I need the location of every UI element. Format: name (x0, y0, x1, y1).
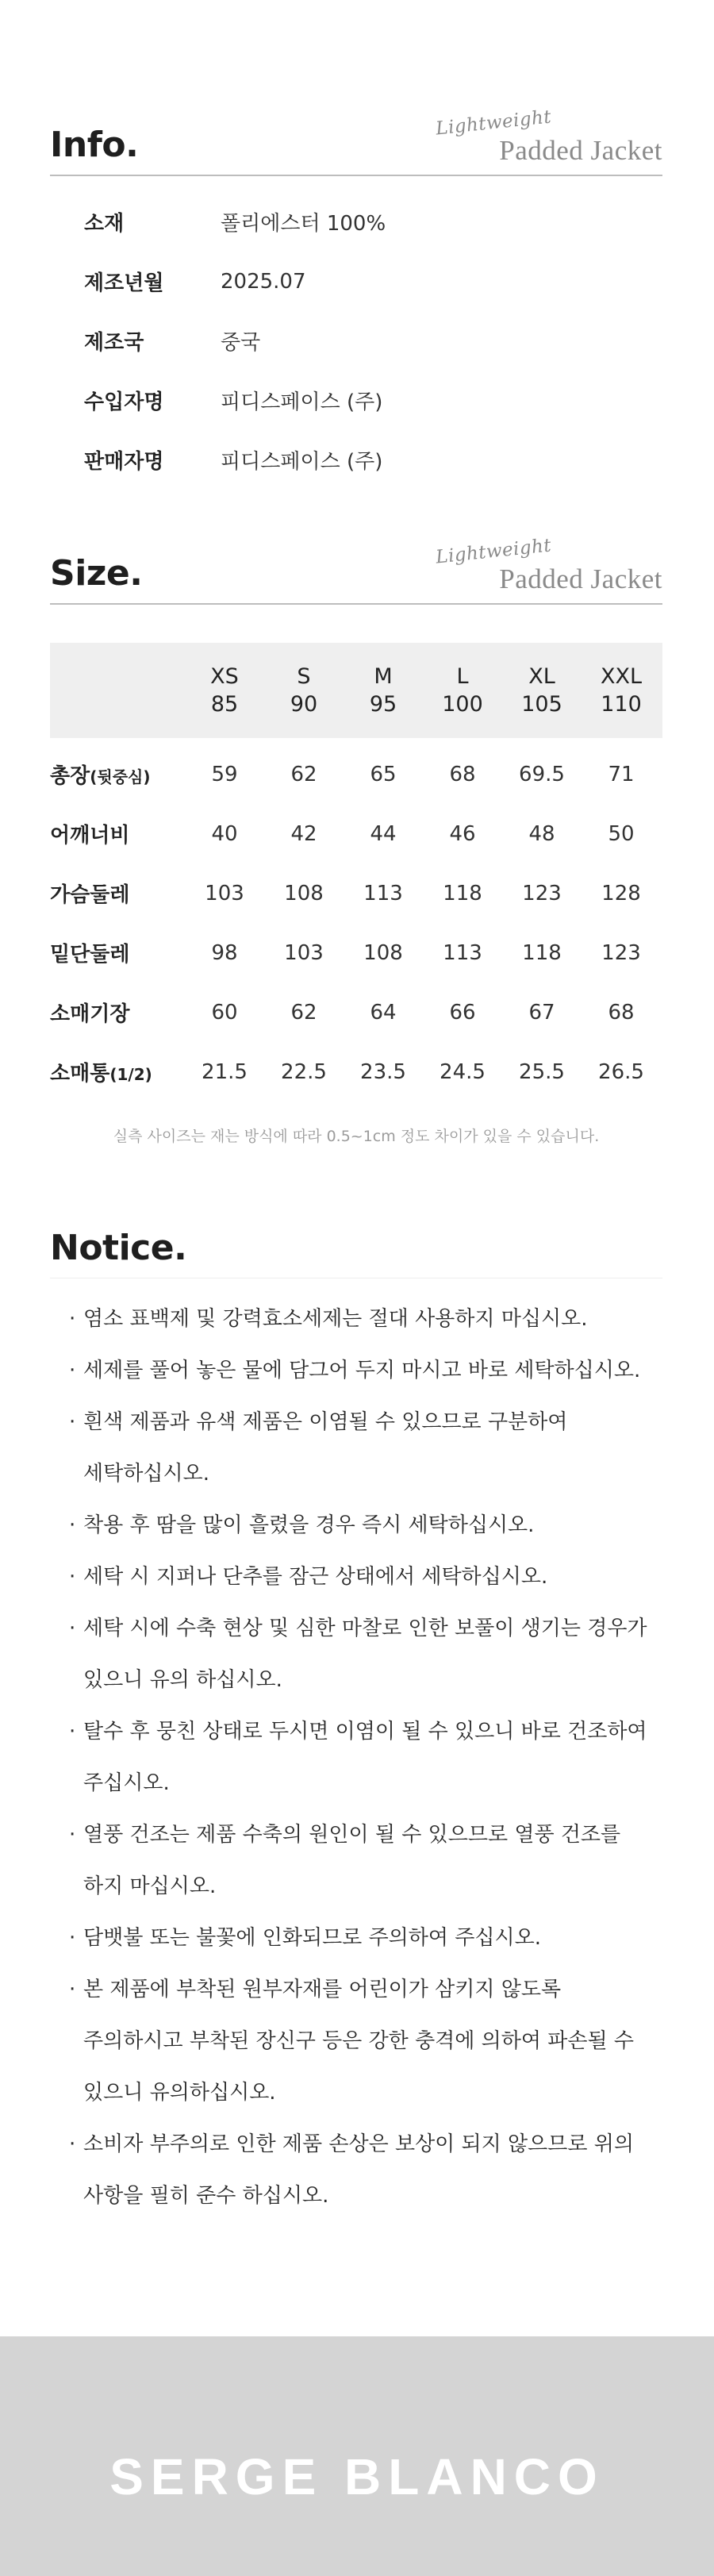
size-column-header (344, 663, 423, 718)
info-row (50, 252, 662, 311)
info-label: 소재 (84, 212, 125, 236)
size-row (50, 863, 662, 923)
size-column-header (502, 663, 582, 718)
notice-item (69, 1551, 672, 1603)
brand-mark-script: Lightweight (435, 535, 553, 568)
size-title: Size. (50, 553, 143, 594)
size-column-header (264, 663, 344, 718)
size-column-header (582, 663, 661, 718)
size-letter: XXL (600, 664, 643, 689)
size-code: 100 (442, 692, 483, 717)
measurement-value: 62 (290, 1000, 317, 1025)
notice-item (69, 1809, 672, 1913)
measurement-sub: (뒷중심) (90, 767, 151, 786)
measurement-value: 65 (370, 762, 397, 786)
info-value: 2025.07 (221, 269, 306, 294)
measurement-label (50, 938, 185, 967)
brand-mark-name: Padded Jacket (499, 135, 662, 166)
bullet-icon: · (69, 1565, 76, 1589)
notice-line: 세탁하십시오. (83, 1462, 209, 1486)
notice-line: 사항을 필히 준수 하십시오. (83, 2184, 329, 2208)
bullet-icon: · (69, 1978, 76, 2001)
measurement-label (50, 759, 185, 789)
notice-line: 세제를 풀어 놓은 물에 담그어 두지 마시고 바로 세탁하십시오. (83, 1359, 641, 1382)
notice-line: 염소 표백제 및 강력효소세제는 절대 사용하지 마십시오. (83, 1307, 588, 1331)
notice-line: 탈수 후 뭉친 상태로 두시면 이염이 될 수 있으니 바로 건조하여 (83, 1720, 647, 1744)
size-column-header (423, 663, 502, 718)
size-section (50, 535, 662, 1159)
notice-item (69, 2119, 672, 2222)
measurement-value: 69.5 (519, 762, 565, 786)
notice-item (69, 1706, 672, 1809)
notice-line: 흰색 제품과 유색 제품은 이염될 수 있으므로 구분하여 (83, 1410, 568, 1434)
brand-logo: SERGE BLANCO (109, 2448, 605, 2505)
notice-section (50, 1214, 662, 2246)
size-letter: XL (528, 664, 555, 689)
footer-banner (0, 2336, 714, 2576)
measurement-value: 21.5 (202, 1059, 248, 1084)
measurement-value: 46 (449, 821, 476, 846)
measurement-value: 98 (211, 940, 238, 965)
measurement-name: 밑단둘레 (50, 943, 130, 967)
measurement-value: 123 (601, 940, 641, 965)
measurement-value: 59 (211, 762, 238, 786)
measurement-label (50, 819, 185, 848)
notice-list (69, 1294, 672, 2222)
bullet-icon: · (69, 1926, 76, 1950)
size-code: 90 (290, 692, 318, 717)
measurement-label (50, 1057, 185, 1086)
size-code: 105 (521, 692, 562, 717)
info-section (50, 106, 662, 476)
info-value: 피디스페이스 (주) (221, 450, 383, 474)
measurement-value: 50 (608, 821, 635, 846)
info-row (50, 430, 662, 490)
notice-line: 본 제품에 부착된 원부자재를 어린이가 삼키지 않도록 (83, 1978, 562, 2001)
info-value: 피디스페이스 (주) (221, 390, 383, 414)
notice-item (69, 1345, 672, 1397)
notice-item (69, 1964, 672, 2119)
info-label: 수입자명 (84, 390, 164, 414)
measurement-value: 22.5 (281, 1059, 327, 1084)
measurement-value: 60 (211, 1000, 238, 1025)
size-row (50, 744, 662, 804)
size-code: 110 (601, 692, 642, 717)
measurement-value: 48 (528, 821, 555, 846)
measurement-value: 103 (284, 940, 324, 965)
notice-item (69, 1397, 672, 1500)
measurement-value: 24.5 (440, 1059, 486, 1084)
size-column-header (185, 663, 264, 718)
info-row (50, 371, 662, 430)
info-header (50, 106, 662, 176)
measurement-value: 71 (608, 762, 635, 786)
bullet-icon: · (69, 1513, 76, 1537)
info-label: 판매자명 (84, 450, 164, 474)
measurement-value: 113 (443, 940, 482, 965)
notice-line: 담뱃불 또는 불꽃에 인화되므로 주의하여 주십시오. (83, 1926, 542, 1950)
measurement-value: 108 (284, 881, 324, 905)
measurement-value: 25.5 (519, 1059, 565, 1084)
notice-line: 있으니 유의 하십시오. (83, 1668, 282, 1692)
notice-title: Notice. (50, 1228, 187, 1268)
measurement-name: 소매기장 (50, 1002, 130, 1026)
product-brand-mark (432, 106, 662, 167)
measurement-value: 40 (211, 821, 238, 846)
notice-line: 세탁 시 지퍼나 단추를 잠근 상태에서 세탁하십시오. (83, 1565, 548, 1589)
info-row (50, 311, 662, 371)
size-header (50, 535, 662, 605)
notice-item (69, 1603, 672, 1706)
measurement-value: 62 (290, 762, 317, 786)
measurement-value: 64 (370, 1000, 397, 1025)
size-row (50, 982, 662, 1042)
bullet-icon: · (69, 1410, 76, 1434)
notice-header (50, 1214, 662, 1278)
size-letter: L (456, 664, 469, 689)
notice-item (69, 1500, 672, 1551)
size-row (50, 804, 662, 863)
size-code: 85 (210, 692, 239, 717)
size-row (50, 1042, 662, 1102)
size-letter: XS (210, 664, 239, 689)
measurement-value: 42 (290, 821, 317, 846)
info-label: 제조국 (84, 331, 144, 355)
measurement-name: 어깨너비 (50, 824, 130, 848)
size-row (50, 923, 662, 982)
notice-line: 착용 후 땀을 많이 흘렸을 경우 즉시 세탁하십시오. (83, 1513, 535, 1537)
notice-item (69, 1913, 672, 1964)
measurement-name: 총장 (50, 764, 90, 788)
measurement-value: 23.5 (360, 1059, 406, 1084)
product-brand-mark (432, 535, 662, 595)
info-label: 제조년월 (84, 271, 164, 295)
measurement-value: 123 (522, 881, 562, 905)
brand-mark-name: Padded Jacket (499, 563, 662, 594)
measurement-value: 118 (522, 940, 562, 965)
info-value: 중국 (221, 331, 261, 355)
measurement-value: 113 (363, 881, 403, 905)
notice-line: 소비자 부주의로 인한 제품 손상은 보상이 되지 않으므로 위의 (83, 2132, 635, 2156)
size-note: 실측 사이즈는 재는 방식에 따라 0.5~1cm 정도 차이가 있을 수 있습니다. (113, 1128, 600, 1145)
measurement-value: 26.5 (598, 1059, 644, 1084)
bullet-icon: · (69, 1720, 76, 1744)
brand-mark-script: Lightweight (435, 106, 553, 140)
measurement-value: 68 (608, 1000, 635, 1025)
measurement-value: 128 (601, 881, 641, 905)
bullet-icon: · (69, 1823, 76, 1847)
size-letter: M (374, 664, 393, 689)
measurement-value: 68 (449, 762, 476, 786)
bullet-icon: · (69, 1617, 76, 1640)
measurement-value: 118 (443, 881, 482, 905)
info-value: 폴리에스터 100% (221, 212, 386, 236)
bullet-icon: · (69, 1307, 76, 1331)
info-table (50, 192, 662, 490)
measurement-label (50, 879, 185, 908)
notice-line: 주십시오. (83, 1771, 170, 1795)
notice-line: 주의하시고 부착된 장신구 등은 강한 충격에 의하여 파손될 수 (83, 2029, 635, 2053)
bullet-icon: · (69, 1359, 76, 1382)
notice-line: 열풍 건조는 제품 수축의 원인이 될 수 있으므로 열풍 건조를 (83, 1823, 621, 1847)
size-letter: S (297, 664, 311, 689)
measurement-value: 44 (370, 821, 397, 846)
measurement-name: 소매통 (50, 1062, 110, 1086)
measurement-sub: (1/2) (109, 1065, 152, 1084)
measurement-value: 108 (363, 940, 403, 965)
measurement-value: 67 (528, 1000, 555, 1025)
size-code: 95 (369, 692, 397, 717)
notice-line: 있으니 유의하십시오. (83, 2081, 276, 2105)
info-title: Info. (50, 125, 139, 165)
notice-line: 하지 마십시오. (83, 1874, 217, 1898)
size-header-row (50, 643, 662, 738)
measurement-value: 66 (449, 1000, 476, 1025)
notice-item (69, 1294, 672, 1345)
bullet-icon: · (69, 2132, 76, 2156)
measurement-value: 103 (205, 881, 244, 905)
notice-line: 세탁 시에 수축 현상 및 심한 마찰로 인한 보풀이 생기는 경우가 (83, 1617, 647, 1640)
measurement-label (50, 998, 185, 1027)
size-table (50, 643, 662, 1102)
info-row (50, 192, 662, 252)
measurement-name: 가슴둘레 (50, 883, 130, 907)
